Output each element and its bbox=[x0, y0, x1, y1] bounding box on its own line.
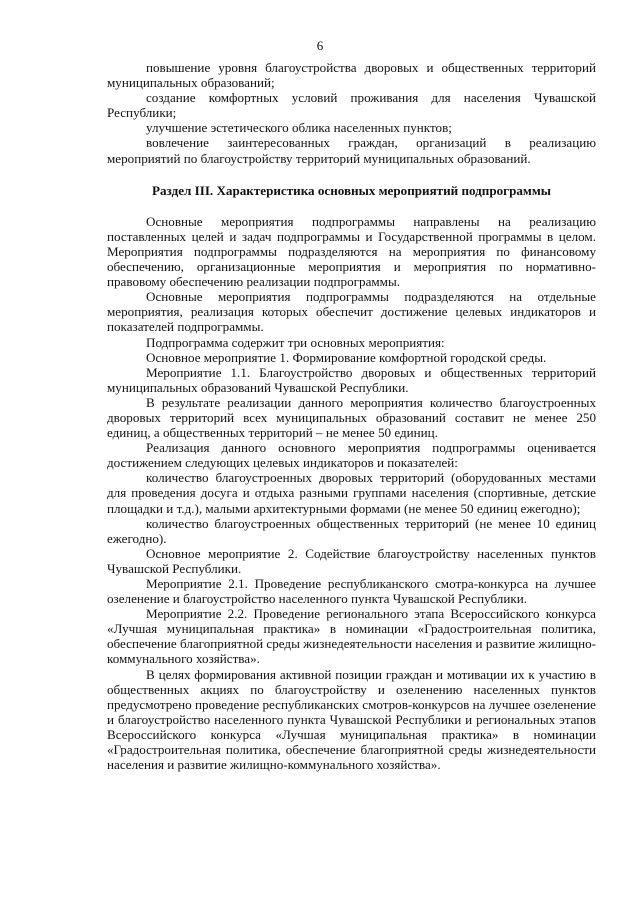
paragraph-main-4: Основное мероприятие 1. Формирование комфортной городской среды. bbox=[146, 349, 547, 365]
paragraph-main-1: Основные мероприятия подпрограммы направлены на реализацию поставленных целей и задач подпрограммы и Государственной программы в целом. Мероприятия подпрограммы подразделяются на мероприятия по финансовому обеспечению, организационные мероприятия и мероприятия по нормативно-правовому обеспечению реализации подпрограммы. bbox=[107, 213, 596, 290]
paragraph-top-2: создание комфортных условий проживания для населения Чувашской Республики; bbox=[107, 90, 596, 121]
body-text bbox=[107, 60, 596, 772]
page-number: 6 bbox=[316, 38, 324, 53]
paragraph-main-12: Мероприятие 2.2. Проведение регионального этапа Всероссийского конкурса «Лучшая муниципальная практика» в номинации «Градостроительная политика, обеспечение благоприятной среды жизнедеятельности населения и развитие жилищно-коммунального хозяйства». bbox=[107, 606, 596, 667]
paragraph-main-7: Реализация данного основного мероприятия подпрограммы оценивается достижением следующих целевых индикаторов и показателей: bbox=[107, 440, 596, 471]
paragraph-top-4: вовлечение заинтересованных граждан, организаций в реализацию мероприятий по благоустройству территорий муниципальных образований. bbox=[107, 135, 596, 166]
paragraph-main-5: Мероприятие 1.1. Благоустройство дворовых и общественных территорий муниципальных образований Чувашской Республики. bbox=[107, 364, 596, 395]
paragraph-top-1: повышение уровня благоустройства дворовых и общественных территорий муниципальных образований; bbox=[107, 60, 596, 91]
paragraph-main-10: Основное мероприятие 2. Содействие благоустройству населенных пунктов Чувашской Республики. bbox=[107, 545, 596, 576]
paragraph-main-8: количество благоустроенных дворовых территорий (оборудованных местами для проведения досуга и отдыха разными группами населения (спортивные, детские площадки и т.д.), малыми архитектурными формами (не менее 50 единиц ежегодно); bbox=[107, 470, 596, 516]
paragraph-main-6: В результате реализации данного мероприятия количество благоустроенных дворовых территорий всех муниципальных образований составит не менее 250 единиц, а общественных территорий – не менее 50 единиц. bbox=[107, 394, 596, 441]
paragraph-main-3: Подпрограмма содержит три основных мероприятия: bbox=[146, 334, 445, 350]
paragraph-main-2: Основные мероприятия подпрограммы подразделяются на отдельные мероприятия, реализация которых обеспечит достижение целевых индикаторов и показателей подпрограммы. bbox=[107, 289, 596, 335]
paragraph-top-3: улучшение эстетического облика населенных пунктов; bbox=[146, 120, 452, 136]
section-heading: Раздел III. Характеристика основных мероприятий подпрограммы bbox=[152, 182, 551, 198]
paragraph-main-9: количество благоустроенных общественных территорий (не менее 10 единиц ежегодно). bbox=[107, 515, 596, 546]
paragraph-main-13: В целях формирования активной позиции граждан и мотивации их к участию в общественных акциях по благоустройству и озеленению населенных пунктов предусмотрено проведение республиканских смотров-конкурсов на лучшее озеленение и благоустройство населенного пункта Чувашской Республики и региональных этапов Всероссийского конкурса «Лучшая муниципальная практика» в номинации «Градостроительная политика, обеспечение благоприятной среды жизнедеятельности населения и развитие жилищно-коммунального хозяйства». bbox=[107, 666, 596, 773]
paragraph-main-11: Мероприятие 2.1. Проведение республиканского смотра-конкурса на лучшее озеленение и благоустройство населенного пункта Чувашской Республики. bbox=[107, 576, 596, 607]
